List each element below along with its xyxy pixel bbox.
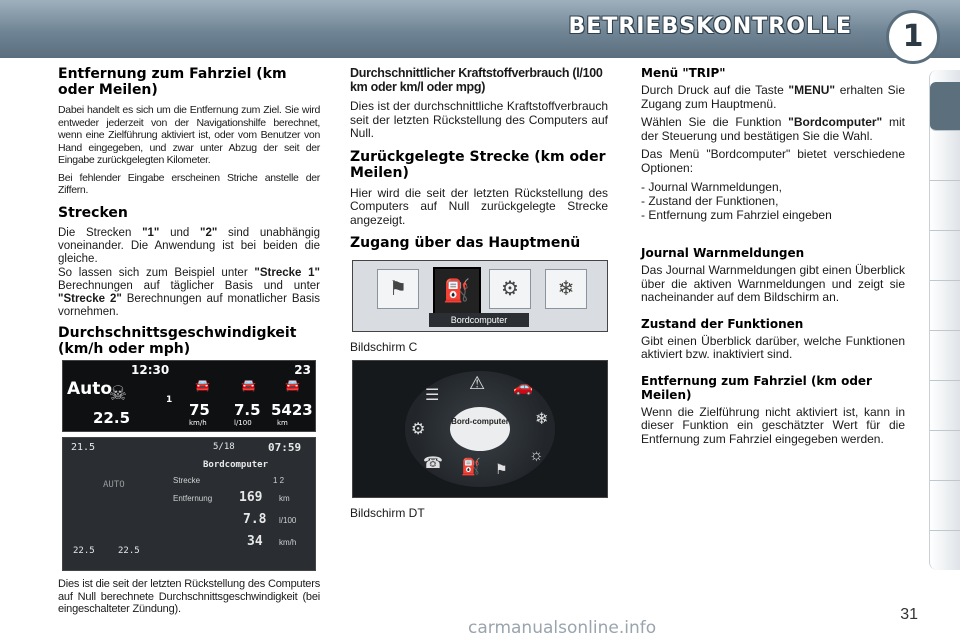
list-item: - Entfernung zum Fahrziel eingeben: [641, 208, 832, 222]
header-banner: [0, 0, 960, 58]
text-span: Berechnungen auf monatlicher Basis vornehmen.: [58, 292, 320, 318]
heading-speed: Durchschnittsgeschwindigkeit (km/h oder mph): [58, 324, 297, 357]
climate-mode: Auto: [67, 379, 113, 399]
tab-8[interactable]: [930, 432, 960, 481]
tab-1[interactable]: [930, 82, 960, 131]
road-icon[interactable]: ☰: [425, 387, 440, 404]
settings-sliders-icon[interactable]: ⚙: [489, 269, 531, 309]
chapter-tabs: [929, 70, 960, 570]
heading-menu-trip: Menü "TRIP": [641, 66, 726, 80]
tab-5[interactable]: [930, 282, 960, 331]
text-span: erhalten Sie Zugang zum Hauptmenü.: [641, 83, 905, 111]
strecke-2-label: "2": [200, 226, 218, 239]
car-icon: 🚘: [241, 378, 256, 392]
text-journal: Das Journal Warnmeldungen gibt einen Überblick über die aktiven Warnmeldungen und zeigt sie nacheinander auf dem Bildschirm an.: [641, 263, 905, 304]
strecke-1-label: "1": [142, 226, 160, 239]
tab-9[interactable]: [930, 482, 960, 531]
menu-row[interactable]: [173, 490, 303, 510]
center-label[interactable]: Bord-computer: [450, 407, 510, 451]
text-span: Durch Druck auf die Taste: [641, 83, 784, 97]
text-destination: Wenn die Zielführung nicht aktiviert ist, kann in dieser Funktion ein geschätzter Wert für die Entfernung zum Fahrziel eingegeben werden.: [641, 404, 905, 446]
unit-distance: km: [277, 419, 288, 427]
list-item: - Journal Warnmeldungen,: [641, 180, 782, 194]
light-icon[interactable]: ☼: [529, 447, 544, 464]
heading-access: Zugang über das Hauptmenü: [350, 235, 581, 251]
temp-b: 22.5: [118, 546, 140, 556]
distance-value: 5423: [271, 401, 313, 419]
text-span: So lassen sich zum Beispiel unter: [58, 266, 248, 279]
heading-journal: Journal Warnmeldungen: [641, 246, 805, 260]
avg-speed-value: 75: [189, 401, 210, 419]
row-value: 169: [239, 490, 263, 505]
row-label: Entfernung: [173, 494, 213, 503]
display-cluster: [62, 360, 316, 432]
row-value: 34: [247, 534, 263, 549]
trip-tag: 1: [166, 395, 173, 405]
warning-icon[interactable]: ⚠: [469, 373, 486, 393]
heading-strecken: Strecken: [58, 204, 128, 221]
text-trip-distance: Hier wird die seit der letzten Rückstellung des Computers auf Null zurückgelegte Strecke angezeigt.: [350, 185, 608, 227]
row-unit: km: [279, 494, 290, 503]
unit-consumption: l/100: [234, 419, 252, 427]
text-span: Berechnungen auf täglicher Basis und unter: [58, 279, 320, 292]
page-number: 31: [900, 606, 918, 623]
unit-speed: km/h: [189, 419, 207, 427]
tab-2[interactable]: [930, 132, 960, 181]
menu-row[interactable]: [173, 534, 303, 554]
tab-6[interactable]: [930, 332, 960, 381]
text-distance-2: Bei fehlender Eingabe erscheinen Striche anstelle der Ziffern.: [58, 171, 320, 196]
caption-screen-c: Bildschirm C: [350, 340, 418, 354]
text-speed: Dies ist die seit der letzten Rückstellung des Computers auf Null berechnete Durchschnittsgeschwindigkeit (bei eingeschalteter Zündung).: [58, 578, 320, 615]
display-bordcomputer: [62, 437, 316, 571]
climate-icon[interactable]: ❄: [535, 411, 549, 428]
climate-icon[interactable]: ❄: [545, 269, 587, 309]
text-menu-3: Das Menü "Bordcomputer" bietet verschiedene Optionen:: [641, 147, 905, 175]
temp-a: 22.5: [73, 546, 95, 556]
car-icon: 🚘: [285, 378, 300, 392]
text-distance-1: Dabei handelt es sich um die Entfernung zum Ziel. Sie wird entweder jederzeit von der Navigationshilfe berechnet, wenn eine Zielführung aktiviert ist, oder vom Benutzer von Hand eingegeben, und zwar unter Abzug der seit der Eingabe zurückgelegten Kilometer.: [58, 104, 320, 166]
text-status: Gibt einen Überblick darüber, welche Funktionen aktiviert bzw. inaktiviert sind.: [641, 333, 905, 361]
navigation-icon[interactable]: ⚑: [377, 269, 419, 309]
menu-row[interactable]: [173, 476, 303, 492]
chapter-number: 1: [886, 10, 940, 64]
row-unit: km/h: [279, 538, 297, 547]
car-icon[interactable]: 🚗: [513, 379, 533, 396]
tab-3[interactable]: [930, 182, 960, 231]
row-value: 7.8: [243, 512, 267, 527]
row-value: 1 2: [273, 476, 285, 485]
column-1: [58, 66, 320, 363]
text-span: und: [170, 226, 190, 239]
list-item: - Zustand der Funktionen,: [641, 194, 779, 208]
menu-key-label: "MENU": [788, 83, 836, 97]
avg-consumption-value: 7.5: [234, 401, 261, 419]
options-list: [641, 180, 905, 222]
tab-7[interactable]: [930, 382, 960, 431]
fuel-pump-icon[interactable]: ⛽: [461, 459, 481, 476]
column-2: [350, 66, 608, 257]
phone-icon[interactable]: ☎: [423, 455, 443, 472]
settings-icon[interactable]: ⚙: [411, 421, 426, 438]
text-strecken-2: [58, 267, 320, 319]
climate-auto: AUTO: [103, 480, 125, 490]
menu-row[interactable]: [173, 512, 303, 532]
fan-temp: 22.5: [93, 409, 131, 427]
clock: 12:30: [131, 363, 170, 377]
heading-distance: Entfernung zum Fahrziel (km oder Meilen): [58, 66, 287, 98]
car-icon: 🚘: [195, 378, 210, 392]
fuel-pump-icon[interactable]: ⛽: [433, 267, 481, 315]
clock: 07:59: [268, 441, 302, 454]
menu-label: Bordcomputer: [429, 313, 529, 327]
temperature: 23: [294, 363, 311, 377]
display-screen-c: [352, 260, 608, 332]
text-strecken-1: [58, 227, 320, 266]
watermark: carmanualsonline.info: [468, 618, 657, 638]
heading-destination: Entfernung zum Fahrziel (km oder Meilen): [641, 373, 872, 402]
strecke-1-label: "Strecke 1": [254, 266, 321, 279]
chapter-title: BETRIEBSKONTROLLE: [568, 14, 852, 39]
strecke-2-label: "Strecke 2": [58, 292, 122, 305]
date: 5/18: [213, 442, 235, 452]
display-screen-dt: [352, 360, 608, 498]
function-label: "Bordcomputer": [788, 115, 883, 129]
text-span: sind unabhängig voneinander. Die Anwendung ist bei beiden die gleiche.: [58, 226, 320, 265]
text-span: Die Strecken: [58, 226, 132, 239]
tab-4[interactable]: [930, 232, 960, 281]
text-span: Wählen Sie die Funktion: [641, 115, 782, 129]
heading-consumption: Durchschnittlicher Kraftstoffverbrauch (l/100 km oder km/l oder mpg): [350, 66, 603, 94]
row-label: Strecke: [173, 476, 201, 485]
row-unit: l/100: [279, 516, 297, 525]
navigation-icon[interactable]: ⚑: [495, 461, 508, 477]
text-consumption: Dies ist der durchschnittliche Kraftstoffverbrauch seit der letzten Rückstellung des Computers auf Null.: [350, 99, 608, 140]
column-3: [641, 66, 905, 451]
heading-trip-distance: Zurückgelegte Strecke (km oder Meilen): [350, 148, 606, 181]
seat-icon: ☠: [109, 381, 127, 405]
screen-title: Bordcomputer: [203, 460, 269, 470]
text-menu-2: [641, 116, 905, 143]
caption-screen-dt: Bildschirm DT: [350, 506, 425, 520]
text-span: mit der Steuerung und bestätigen Sie die Wahl.: [641, 115, 906, 143]
heading-status: Zustand der Funktionen: [641, 316, 804, 331]
text-menu-1: [641, 84, 905, 111]
temp-left: 21.5: [71, 442, 96, 453]
